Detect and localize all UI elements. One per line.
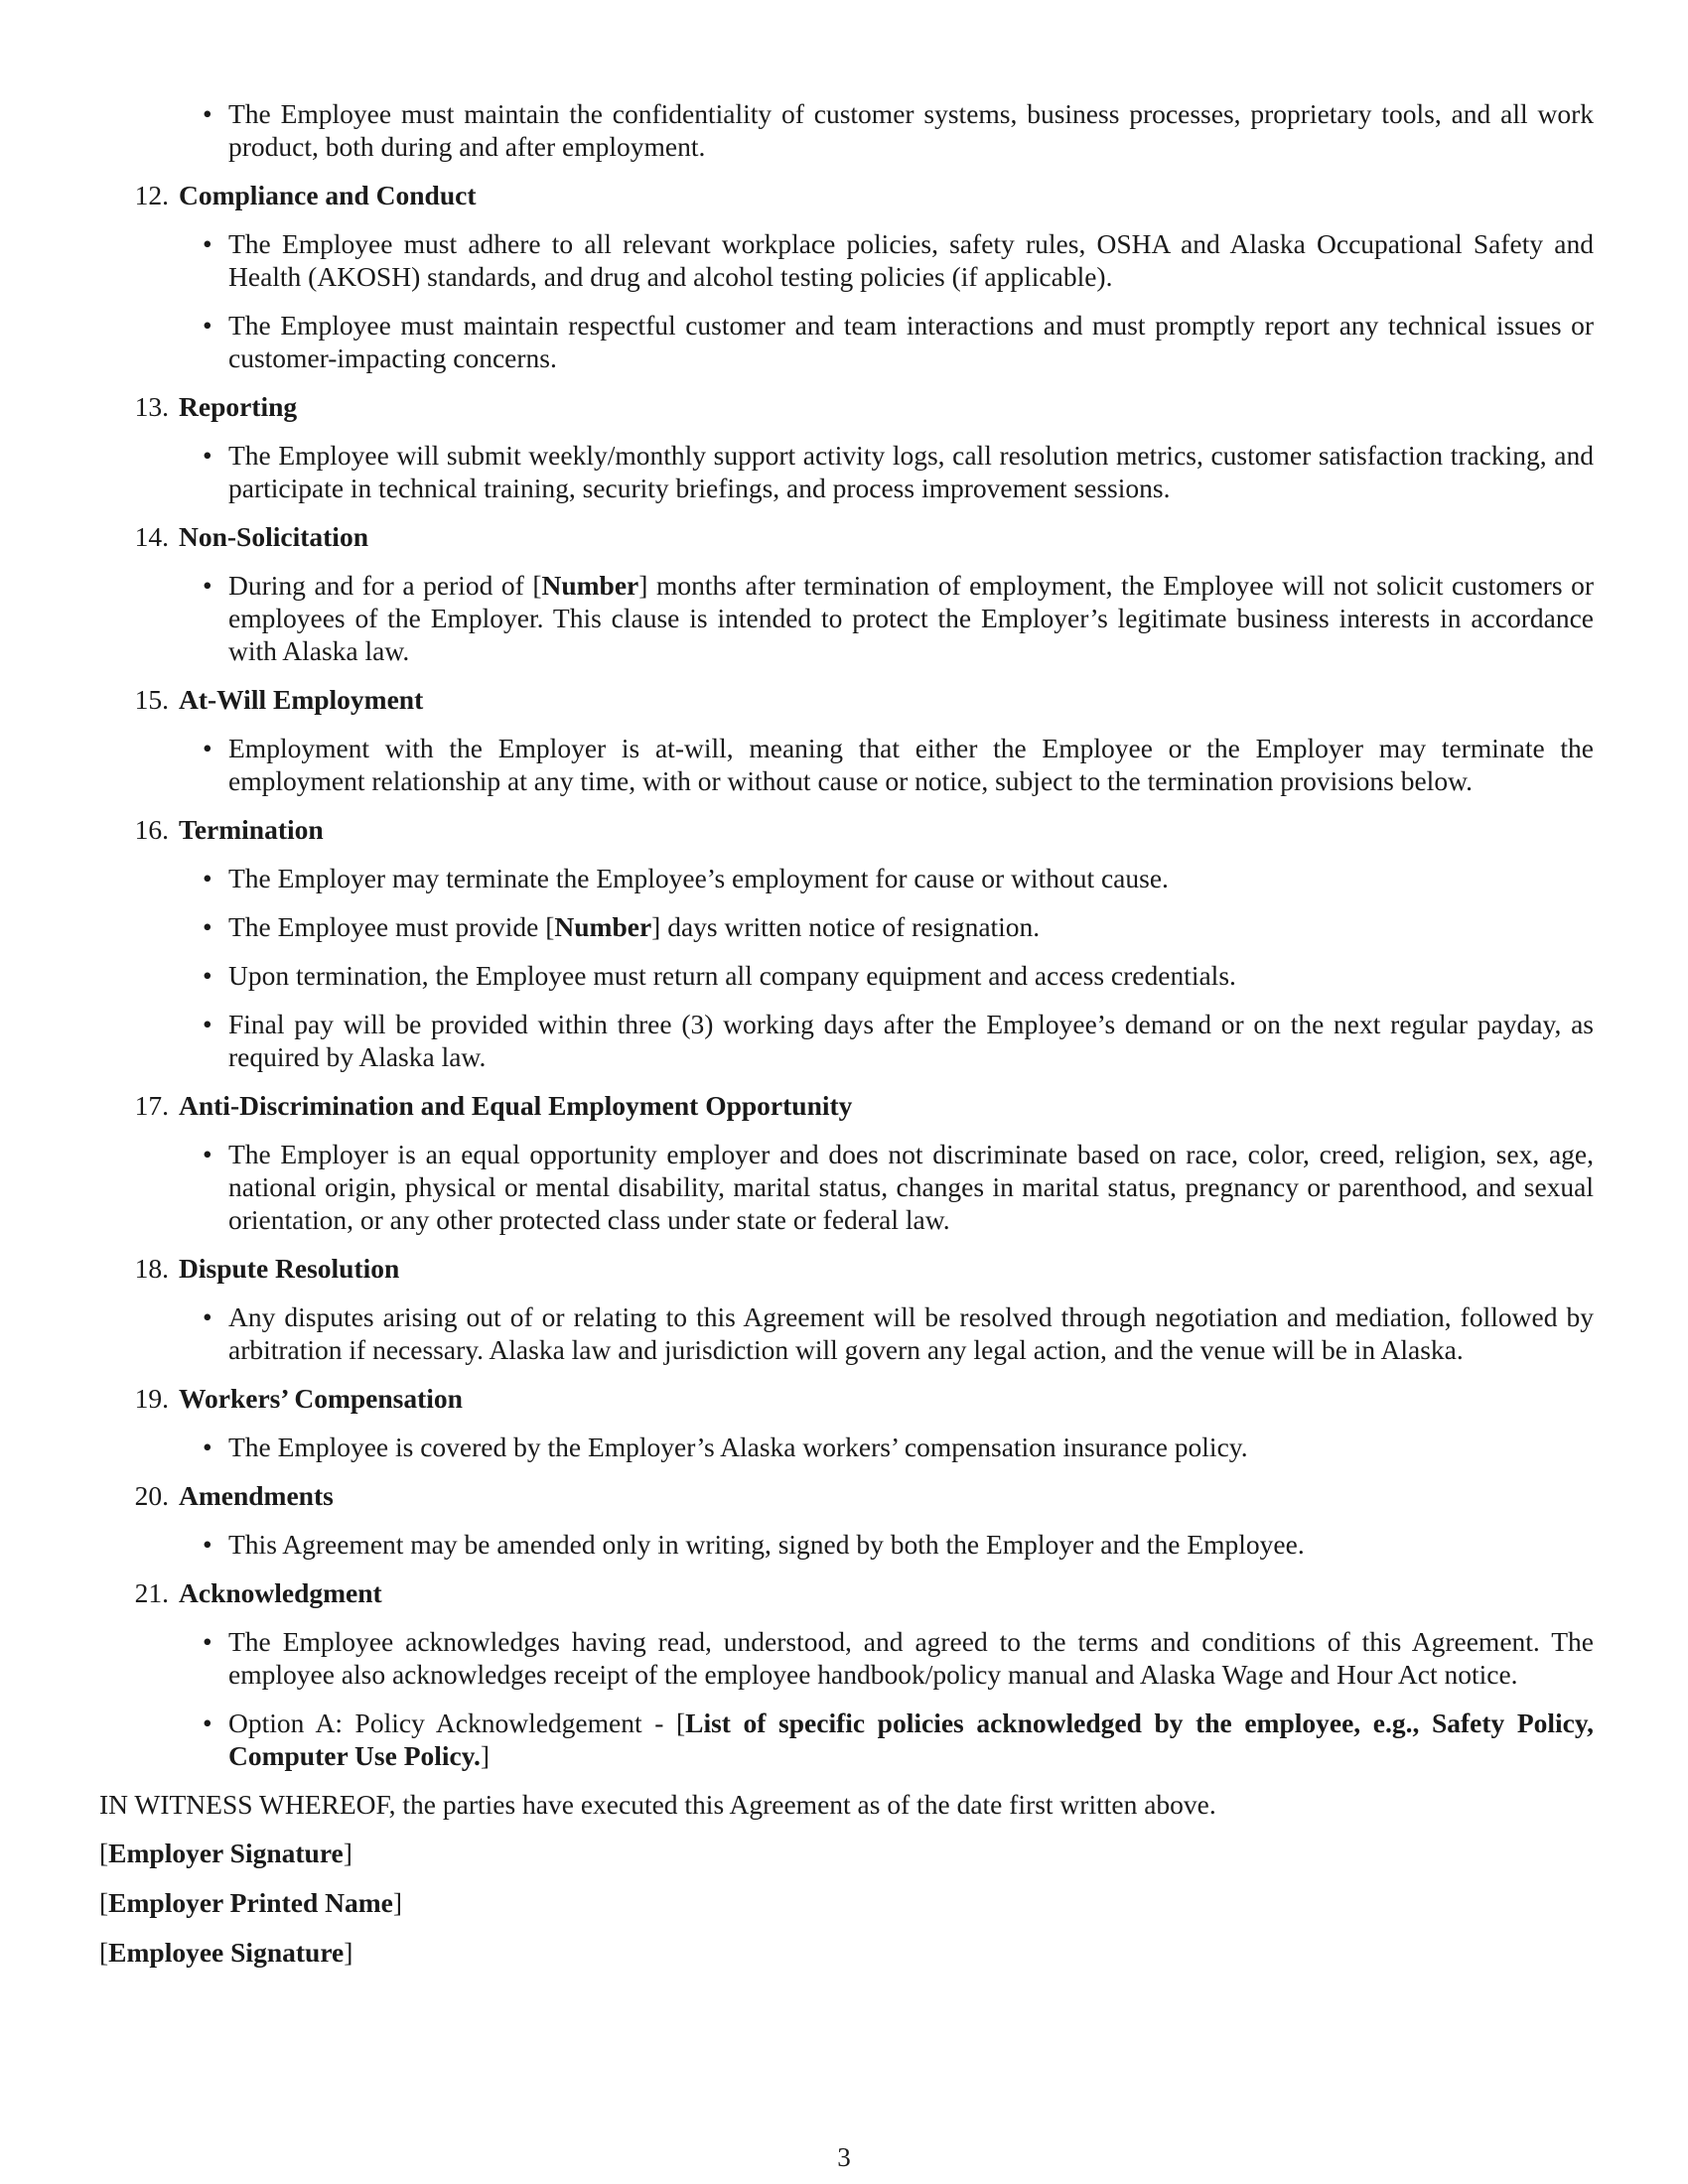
list-item-text: ]	[480, 1740, 491, 1771]
section-bullets	[99, 227, 1594, 374]
list-item: • Employment with the Employer is at-will, meaning that either the Employee or the Employer may terminate the employment relationship at any time, with or without cause or notice, subject to the termination provisions below.	[228, 732, 1594, 797]
section	[99, 1252, 1594, 1366]
section-bullets	[99, 732, 1594, 797]
section-number: 17.	[134, 1090, 169, 1121]
section	[99, 813, 1594, 1073]
section-heading	[99, 1479, 1594, 1512]
section-bullets	[99, 862, 1594, 1073]
placeholder-text: Number	[541, 570, 639, 601]
section	[99, 1576, 1594, 1772]
list-item: • The Employee must maintain respectful customer and team interactions and must promptly report any technical issues or customer-impacting concerns.	[228, 309, 1594, 374]
list-item-text: During and for a period of [	[228, 570, 542, 601]
section-title: Anti-Discrimination and Equal Employment Opportunity	[179, 1090, 853, 1121]
section-number: 14.	[134, 521, 169, 552]
section	[99, 179, 1594, 374]
list-item-text: The Employee must provide [	[228, 911, 555, 942]
section-number: 16.	[134, 814, 169, 845]
sections-container	[99, 179, 1594, 1772]
section-title: At-Will Employment	[179, 684, 424, 715]
section-heading	[99, 1089, 1594, 1122]
section-bullets	[99, 1138, 1594, 1236]
section-heading	[99, 520, 1594, 553]
section-number: 18.	[134, 1253, 169, 1284]
closing-statement: IN WITNESS WHEREOF, the parties have executed this Agreement as of the date first written above.	[99, 1789, 1216, 1820]
section-title: Amendments	[179, 1480, 334, 1511]
signature-block	[99, 1837, 1594, 1969]
section-bullets	[99, 1300, 1594, 1366]
list-item: • The Employer is an equal opportunity employer and does not discriminate based on race, color, creed, religion, sex, age, national origin, physical or mental disability, marital status, changes in marital status, pregnancy or parenthood, and sexual orientation, or any other protected class under state or federal law.	[228, 1138, 1594, 1236]
signature-label: Employee Signature	[108, 1937, 345, 1968]
section	[99, 520, 1594, 667]
signature-label: Employer Signature	[108, 1838, 344, 1868]
list-item: • The Employee will submit weekly/monthly support activity logs, call resolution metrics, customer satisfaction tracking, and participate in technical training, security briefings, and process improvement sessions.	[228, 439, 1594, 504]
section	[99, 1089, 1594, 1236]
list-item: • The Employee must adhere to all relevant workplace policies, safety rules, OSHA and Alaska Occupational Safety and Health (AKOSH) standards, and drug and alcohol testing policies (if applicable).	[228, 227, 1594, 293]
list-item: • The Employee is covered by the Employer’s Alaska workers’ compensation insurance policy.	[228, 1431, 1594, 1463]
section-heading	[99, 1576, 1594, 1609]
section	[99, 683, 1594, 797]
list-item	[228, 910, 1594, 943]
signature-line: [Employer Signature]	[99, 1838, 352, 1868]
section-heading	[99, 813, 1594, 846]
section-heading	[99, 390, 1594, 423]
section-bullets	[99, 1625, 1594, 1772]
list-item: • The Employee acknowledges having read, understood, and agreed to the terms and conditions of this Agreement. The employee also acknowledges receipt of the employee handbook/policy manual and Alaska Wage and Hour Act notice.	[228, 1625, 1594, 1691]
list-item: • The Employee must maintain the confidentiality of customer systems, business processes, proprietary tools, and all work product, both during and after employment.	[228, 97, 1594, 163]
section	[99, 1382, 1594, 1463]
section-number: 20.	[134, 1480, 169, 1511]
section	[99, 390, 1594, 504]
document-page	[99, 97, 1594, 1985]
list-item: • Upon termination, the Employee must return all company equipment and access credentials.	[228, 959, 1594, 992]
list-item-text: Option A: Policy Acknowledgement - [	[228, 1707, 686, 1738]
section-number: 12.	[134, 180, 169, 210]
page-number: 3	[837, 2142, 851, 2172]
section-number: 13.	[134, 391, 169, 422]
list-item	[228, 1706, 1594, 1772]
section-title: Termination	[179, 814, 324, 845]
section	[99, 1479, 1594, 1561]
placeholder-text: Number	[554, 911, 652, 942]
list-item: • This Agreement may be amended only in writing, signed by both the Employer and the Employee.	[228, 1528, 1594, 1561]
section-title: Workers’ Compensation	[179, 1383, 463, 1414]
section-heading	[99, 1382, 1594, 1415]
list-item	[228, 569, 1594, 667]
section-title: Dispute Resolution	[179, 1253, 400, 1284]
section-bullets	[99, 1431, 1594, 1463]
signature-line: [Employer Printed Name]	[99, 1887, 403, 1918]
list-item: • Any disputes arising out of or relating to this Agreement will be resolved through negotiation and mediation, followed by arbitration if necessary. Alaska law and jurisdiction will govern any legal action, and the venue will be in Alaska.	[228, 1300, 1594, 1366]
section-title: Non-Solicitation	[179, 521, 368, 552]
signature-label: Employer Printed Name	[108, 1887, 393, 1918]
section-heading	[99, 683, 1594, 716]
list-item: • The Employer may terminate the Employee’s employment for cause or without cause.	[228, 862, 1594, 894]
placeholder-text: List of specific policies acknowledged by the employee, e.g., Safety Policy, Computer Use Policy.	[228, 1707, 1594, 1771]
section-heading	[99, 1252, 1594, 1285]
section-bullets	[99, 1528, 1594, 1561]
list-item: • Final pay will be provided within three (3) working days after the Employee’s demand or on the next regular payday, as required by Alaska law.	[228, 1008, 1594, 1073]
section-bullets	[99, 569, 1594, 667]
section-title: Acknowledgment	[179, 1577, 382, 1608]
section-title: Reporting	[179, 391, 298, 422]
list-item-text: ] months after termination of employment, the Employee will not solicit customers or employees of the Employer. This clause is intended to protect the Employer’s legitimate business interests in accordance with Alaska law.	[228, 570, 1594, 666]
section-bullets	[99, 439, 1594, 504]
section-heading	[99, 179, 1594, 211]
list-item-text: ] days written notice of resignation.	[651, 911, 1041, 942]
signature-line: [Employee Signature]	[99, 1937, 353, 1968]
intro-list	[99, 97, 1594, 163]
section-number: 21.	[134, 1577, 169, 1608]
section-number: 19.	[134, 1383, 169, 1414]
section-title: Compliance and Conduct	[179, 180, 477, 210]
section-number: 15.	[134, 684, 169, 715]
